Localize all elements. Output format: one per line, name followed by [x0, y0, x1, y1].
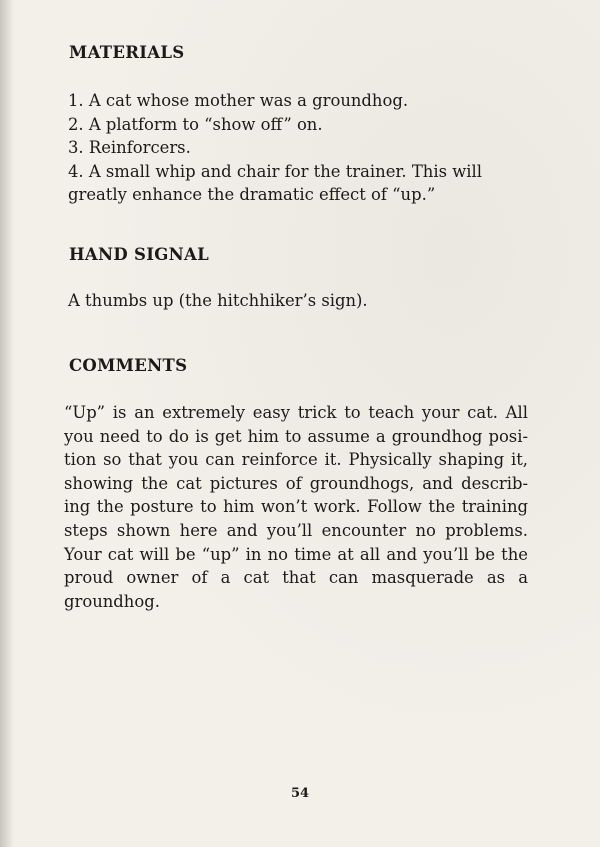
comments-line: Your cat will be “up” in no time at all and you’ll be the [64, 544, 528, 564]
materials-item-4: 4. A small whip and chair for the trainer. This will [68, 161, 482, 181]
comments-line: proud owner of a cat that can masquerade as a [64, 568, 528, 588]
page-gutter-shadow [0, 0, 14, 847]
materials-item-2: 2. A platform to “show off” on. [68, 114, 323, 134]
materials-item-4-continued: greatly enhance the dramatic effect of “up.” [68, 185, 436, 204]
comments-line: tion so that you can reinforce it. Physically shaping it, [64, 450, 528, 470]
comments-line: “Up” is an extremely easy trick to teach your cat. All [64, 403, 528, 422]
comments-heading: COMMENTS [69, 356, 188, 375]
comments-line: you need to do is get him to assume a groundhog posi- [64, 426, 528, 446]
comments-line: steps shown here and you’ll encounter no problems. [64, 520, 528, 540]
materials-list [68, 89, 538, 207]
materials-item-1: 1. A cat whose mother was a groundhog. [68, 91, 409, 110]
comments-line: showing the cat pictures of groundhogs, and describ- [64, 473, 528, 493]
hand-signal-heading: HAND SIGNAL [69, 245, 210, 264]
materials-item-3: 3. Reinforcers. [68, 138, 191, 157]
comments-line: ing the posture to him won’t work. Follow the training [64, 497, 528, 517]
materials-heading: MATERIALS [69, 43, 185, 62]
page-number: 54 [290, 786, 310, 801]
hand-signal-text: A thumbs up (the hitchhiker’s sign). [68, 291, 368, 310]
comments-paragraph [64, 401, 528, 613]
comments-line: groundhog. [64, 591, 160, 611]
